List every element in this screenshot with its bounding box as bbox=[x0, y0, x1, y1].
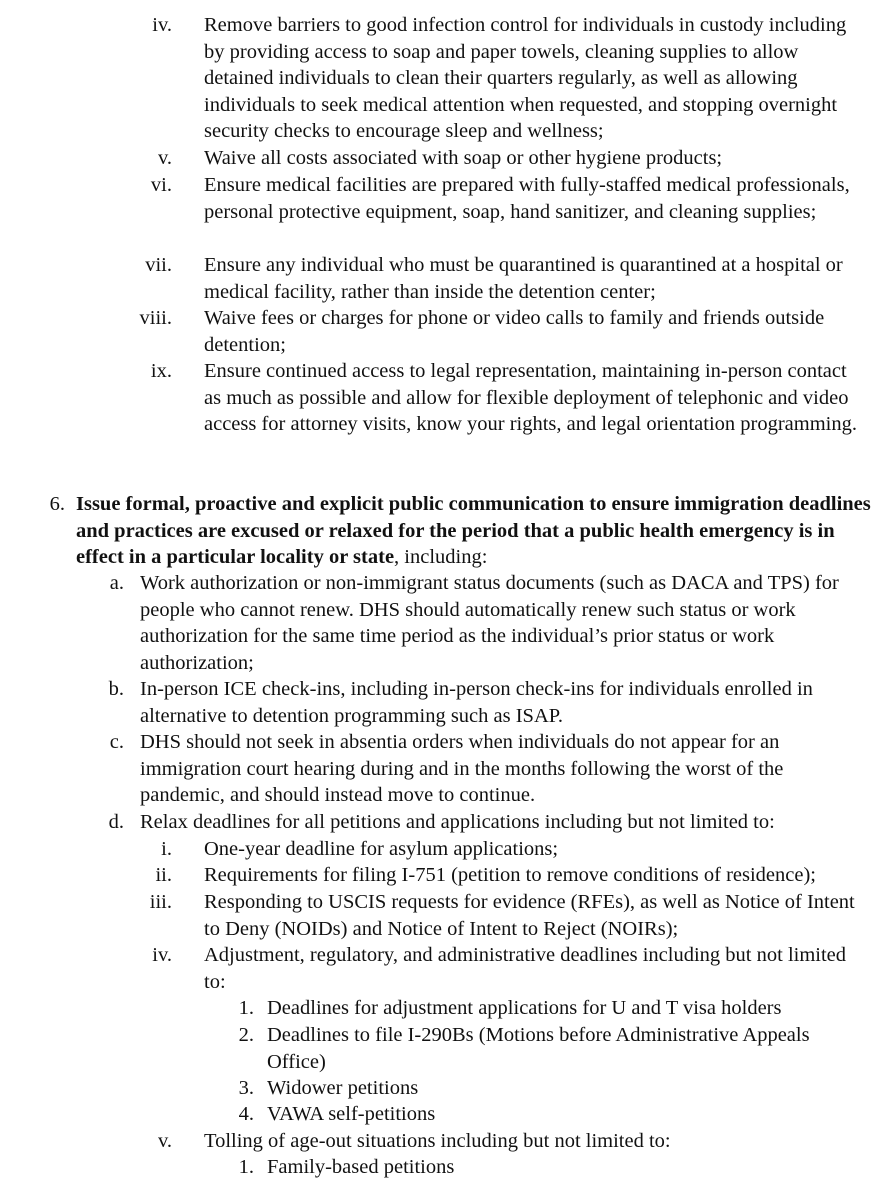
list-marker: c. bbox=[109, 731, 124, 753]
list-item-text: Deadlines for adjustment applications for U and T visa holders bbox=[267, 997, 782, 1019]
list-item-text: Tolling of age-out situations including but not limited to: bbox=[204, 1130, 671, 1152]
list-marker: v. bbox=[157, 147, 172, 169]
item-6-tail: , including: bbox=[394, 546, 488, 568]
list-item-text: Family-based petitions bbox=[267, 1156, 455, 1178]
list-item-text: One-year deadline for asylum applications; bbox=[204, 838, 559, 860]
list-marker: 6. bbox=[49, 493, 65, 515]
list-marker: iii. bbox=[149, 891, 172, 913]
list-item-text: Ensure continued access to legal representation, maintaining in-person contact as much as possible and allow for flexible deployment of telephonic and video access for attorney visits, know your rights, and legal orientation programming. bbox=[204, 360, 857, 435]
list-marker: ix. bbox=[150, 360, 172, 382]
list-marker: vii. bbox=[145, 254, 172, 276]
item-6-text bbox=[76, 491, 876, 571]
item-6-heading: Issue formal, proactive and explicit public communication to ensure immigration deadlines and practices are excused or relaxed for the period that a public health emergency is in effect in a particular locality or state bbox=[76, 493, 871, 568]
list-item-text: DHS should not seek in absentia orders when individuals do not appear for an immigration court hearing during and in the months following the worst of the pandemic, and should instead move to continue. bbox=[140, 731, 784, 806]
list-item-text: Deadlines to file I-290Bs (Motions before Administrative Appeals Office) bbox=[267, 1024, 810, 1073]
list-marker: vi. bbox=[150, 174, 172, 196]
list-item-text: VAWA self-petitions bbox=[267, 1103, 436, 1125]
list-item-text: In-person ICE check-ins, including in-person check-ins for individuals enrolled in alternative to detention programming such as ISAP. bbox=[140, 678, 813, 727]
list-item-text: Adjustment, regulatory, and administrative deadlines including but not limited to: bbox=[204, 944, 847, 993]
list-item-text: Ensure any individual who must be quarantined is quarantined at a hospital or medical facility, rather than inside the detention center; bbox=[204, 254, 843, 303]
list-item-text: Widower petitions bbox=[267, 1077, 419, 1099]
list-marker: viii. bbox=[139, 307, 172, 329]
list-marker: a. bbox=[109, 572, 124, 594]
list-marker: d. bbox=[108, 811, 124, 833]
list-marker: iv. bbox=[152, 14, 172, 36]
list-item-text: Requirements for filing I-751 (petition to remove conditions of residence); bbox=[204, 864, 816, 886]
list-marker: 2. bbox=[238, 1024, 254, 1046]
list-marker: i. bbox=[161, 838, 172, 860]
list-item-text: Ensure medical facilities are prepared with fully-staffed medical professionals, personal protective equipment, soap, hand sanitizer, and cleaning supplies; bbox=[204, 174, 850, 223]
list-marker: ii. bbox=[155, 864, 172, 886]
list-marker: v. bbox=[157, 1130, 172, 1152]
list-marker: 4. bbox=[238, 1103, 254, 1125]
list-item-text: Remove barriers to good infection control for individuals in custody including by providing access to soap and paper towels, cleaning supplies to allow detained individuals to clean their quarters regularly, as well as allowing individuals to seek medical attention when requested, and stopping overnight security checks to encourage sleep and wellness; bbox=[204, 14, 847, 142]
list-marker: 3. bbox=[238, 1077, 254, 1099]
list-marker: 1. bbox=[238, 1156, 254, 1178]
list-item-text: Relax deadlines for all petitions and applications including but not limited to: bbox=[140, 811, 775, 833]
list-marker: b. bbox=[108, 678, 124, 700]
list-item-text: Work authorization or non-immigrant status documents (such as DACA and TPS) for people who cannot renew. DHS should automatically renew such status or work authorization for the same time period as the individual’s prior status or work authorization; bbox=[140, 572, 839, 674]
list-item-text: Responding to USCIS requests for evidence (RFEs), as well as Notice of Intent to Deny (NOIDs) and Notice of Intent to Reject (NOIRs); bbox=[204, 891, 855, 940]
list-marker: 1. bbox=[238, 997, 254, 1019]
list-item-text: Waive fees or charges for phone or video calls to family and friends outside detention; bbox=[204, 307, 825, 356]
list-marker: iv. bbox=[152, 944, 172, 966]
list-item-text: Waive all costs associated with soap or other hygiene products; bbox=[204, 147, 723, 169]
